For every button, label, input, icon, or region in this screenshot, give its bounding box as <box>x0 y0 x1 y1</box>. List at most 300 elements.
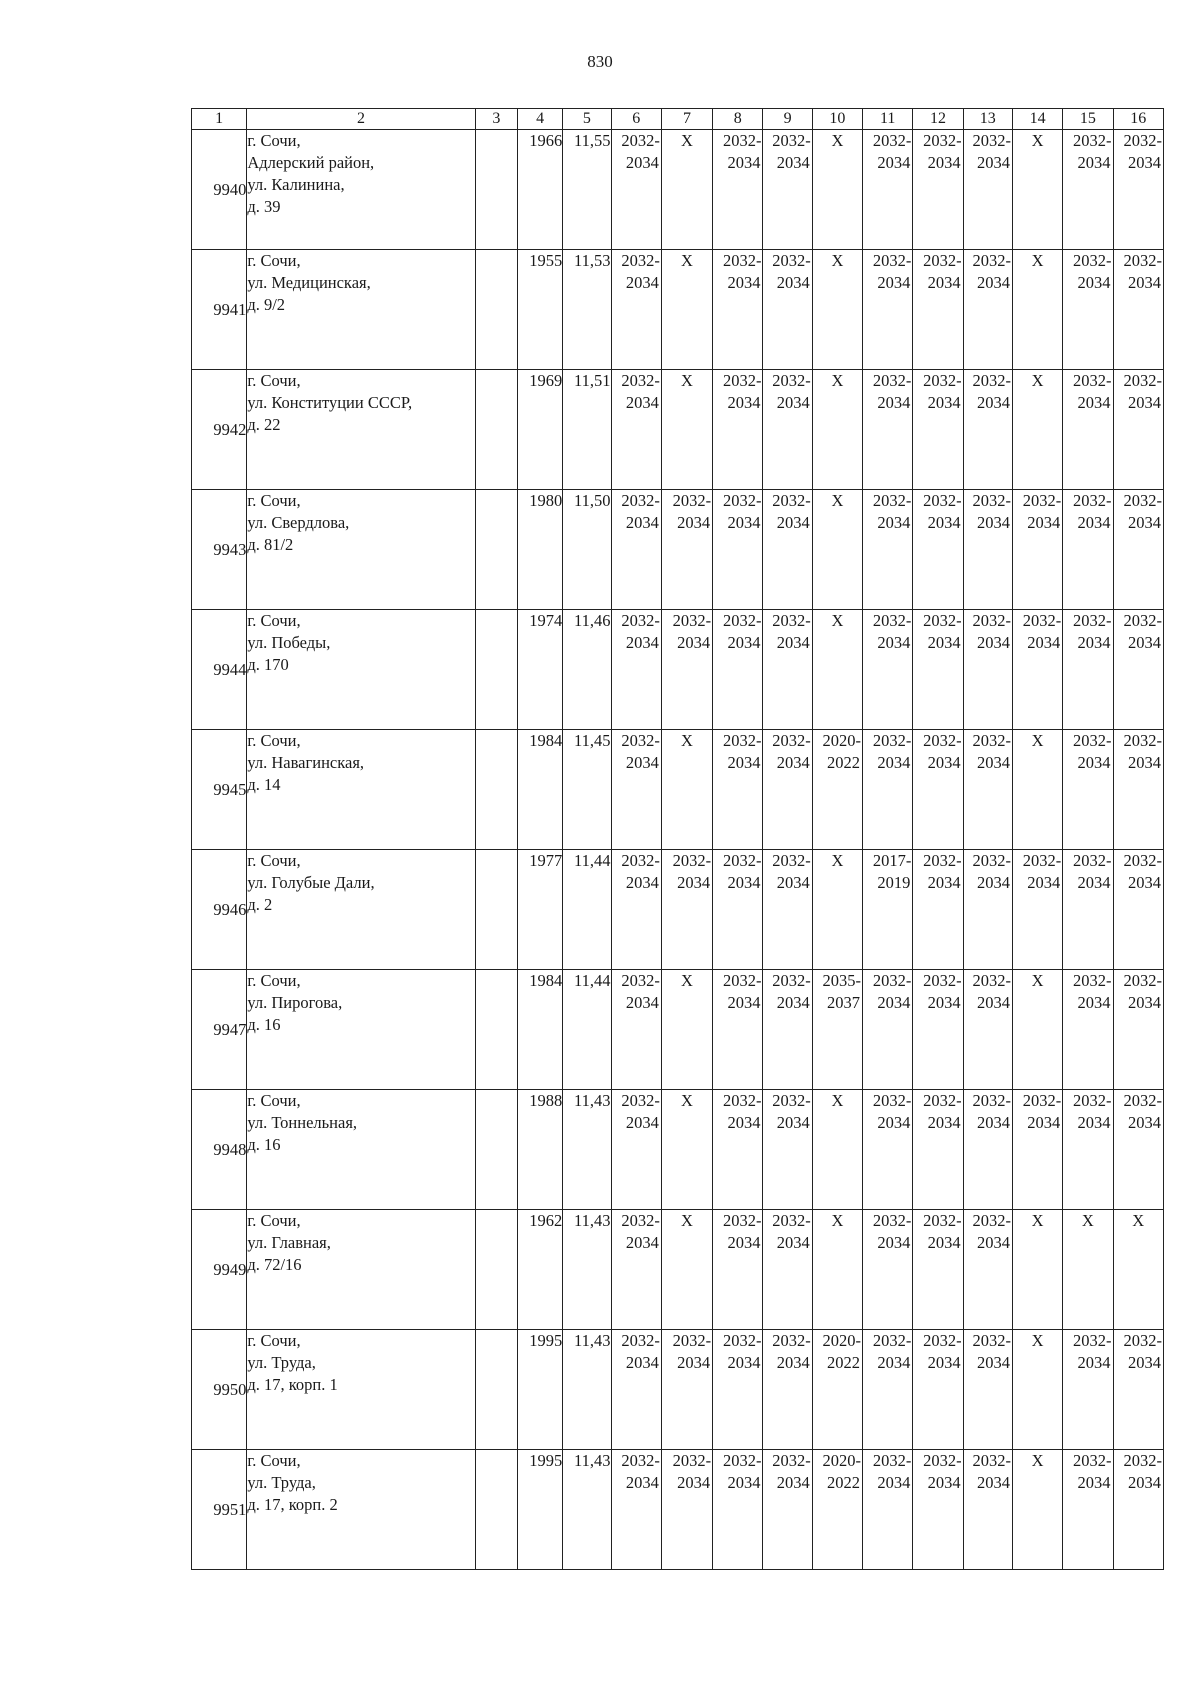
period-end: 2034 <box>625 1473 659 1492</box>
period-start: 2032- <box>972 851 1011 870</box>
period-end: 2034 <box>625 1113 659 1132</box>
period-cell <box>1063 490 1113 610</box>
table-row <box>192 1090 1164 1210</box>
not-applicable-mark: X <box>812 1210 862 1330</box>
column-number-header: 8 <box>713 109 763 130</box>
period-end: 2034 <box>677 873 711 892</box>
period-end: 2037 <box>827 993 861 1012</box>
period-start: 2032- <box>621 1451 660 1470</box>
period-cell <box>611 970 661 1090</box>
column-3-cell <box>475 130 517 250</box>
period-end: 2034 <box>677 1353 711 1372</box>
period-cell <box>913 370 963 490</box>
period-end: 2034 <box>1128 753 1161 772</box>
period-cell <box>963 370 1012 490</box>
period-start: 2032- <box>621 1091 660 1110</box>
period-end: 2034 <box>727 273 761 292</box>
period-start: 2032- <box>672 851 712 870</box>
address-cell <box>247 1450 475 1570</box>
period-start: 2032- <box>923 1451 962 1470</box>
value-cell: 11,53 <box>563 250 611 370</box>
period-start: 2032- <box>621 851 660 870</box>
period-cell <box>1063 130 1113 250</box>
period-end: 2034 <box>877 993 911 1012</box>
period-cell <box>963 1090 1012 1210</box>
period-end: 2034 <box>625 513 659 532</box>
not-applicable-mark: X <box>661 370 712 490</box>
table-row <box>192 1450 1164 1570</box>
period-cell <box>611 130 661 250</box>
period-start: 2032- <box>621 971 660 990</box>
period-start: 2032- <box>672 491 712 510</box>
period-cell <box>661 610 712 730</box>
period-cell <box>763 1450 812 1570</box>
column-number-row <box>192 109 1164 130</box>
row-number-cell: 9942 <box>192 370 247 490</box>
row-number-cell: 9946 <box>192 850 247 970</box>
not-applicable-mark: X <box>1113 1210 1163 1330</box>
period-start: 2032- <box>1022 491 1062 510</box>
period-end: 2034 <box>877 1473 911 1492</box>
period-start: 2032- <box>722 971 762 990</box>
period-start: 2032- <box>1073 851 1112 870</box>
period-end: 2034 <box>927 1113 961 1132</box>
period-start: 2032- <box>621 251 660 270</box>
period-cell <box>1063 250 1113 370</box>
period-cell <box>763 370 812 490</box>
not-applicable-mark: X <box>661 250 712 370</box>
period-cell <box>963 730 1012 850</box>
period-start: 2032- <box>722 1451 762 1470</box>
period-cell <box>763 250 812 370</box>
year-cell: 1966 <box>517 130 562 250</box>
period-end: 2034 <box>976 273 1010 292</box>
year-cell: 1995 <box>517 1330 562 1450</box>
period-start: 2032- <box>1073 251 1112 270</box>
row-number-cell: 9940 <box>192 130 247 250</box>
period-end: 2034 <box>625 993 659 1012</box>
period-end: 2034 <box>625 393 659 412</box>
address-line: г. Сочи, <box>247 971 301 990</box>
period-cell <box>1113 1330 1163 1450</box>
period-cell <box>1012 1090 1062 1210</box>
period-cell <box>1113 1450 1163 1570</box>
period-end: 2034 <box>927 1353 961 1372</box>
period-end: 2022 <box>827 1353 861 1372</box>
period-end: 2034 <box>727 633 761 652</box>
period-cell <box>713 370 763 490</box>
period-start: 2032- <box>923 131 962 150</box>
address-cell <box>247 610 475 730</box>
period-cell <box>963 490 1012 610</box>
period-cell <box>1113 730 1163 850</box>
not-applicable-mark: X <box>812 130 862 250</box>
period-start: 2032- <box>1123 251 1162 270</box>
period-start: 2032- <box>772 131 811 150</box>
period-start: 2032- <box>722 371 762 390</box>
period-end: 2034 <box>677 633 711 652</box>
period-cell <box>1113 850 1163 970</box>
year-cell: 1995 <box>517 1450 562 1570</box>
not-applicable-mark: X <box>812 610 862 730</box>
period-start: 2032- <box>722 731 762 750</box>
period-end: 2034 <box>776 273 810 292</box>
address-line: ул. Свердлова, <box>247 513 350 532</box>
column-number-header: 2 <box>247 109 475 130</box>
period-start: 2020- <box>822 1451 862 1470</box>
period-end: 2034 <box>1077 633 1111 652</box>
period-start: 2032- <box>972 971 1011 990</box>
address-line: д. 17, корп. 2 <box>247 1495 338 1514</box>
not-applicable-mark: X <box>1063 1210 1113 1330</box>
period-start: 2032- <box>672 611 712 630</box>
period-start: 2032- <box>1073 1331 1112 1350</box>
period-start: 2032- <box>972 251 1011 270</box>
period-end: 2034 <box>677 513 711 532</box>
period-cell <box>1063 1450 1113 1570</box>
period-cell <box>963 130 1012 250</box>
period-end: 2034 <box>927 513 961 532</box>
value-cell: 11,45 <box>563 730 611 850</box>
column-3-cell <box>475 1090 517 1210</box>
period-end: 2034 <box>877 753 911 772</box>
address-line: г. Сочи, <box>247 491 301 510</box>
row-number-cell: 9949 <box>192 1210 247 1330</box>
period-start: 2032- <box>722 1091 762 1110</box>
not-applicable-mark: X <box>661 730 712 850</box>
not-applicable-mark: X <box>1012 1210 1062 1330</box>
address-line: д. 22 <box>247 415 281 434</box>
address-line: ул. Труда, <box>247 1353 316 1372</box>
period-cell <box>611 250 661 370</box>
table-row <box>192 850 1164 970</box>
period-start: 2032- <box>1123 131 1162 150</box>
period-cell <box>913 1330 963 1450</box>
period-cell <box>713 730 763 850</box>
period-start: 2032- <box>923 251 962 270</box>
period-cell <box>1113 970 1163 1090</box>
address-cell <box>247 1330 475 1450</box>
period-cell <box>812 1450 862 1570</box>
address-line: г. Сочи, <box>247 131 301 150</box>
column-number-header: 14 <box>1012 109 1062 130</box>
value-cell: 11,43 <box>563 1450 611 1570</box>
period-end: 2034 <box>877 393 911 412</box>
period-end: 2034 <box>776 1473 810 1492</box>
not-applicable-mark: X <box>661 1210 712 1330</box>
period-end: 2034 <box>625 873 659 892</box>
column-number-header: 16 <box>1113 109 1163 130</box>
column-number-header: 15 <box>1063 109 1113 130</box>
period-end: 2034 <box>927 993 961 1012</box>
address-line: ул. Пирогова, <box>247 993 343 1012</box>
period-start: 2032- <box>1123 1091 1162 1110</box>
table-row <box>192 970 1164 1090</box>
column-number-header: 13 <box>963 109 1012 130</box>
period-start: 2032- <box>972 1091 1011 1110</box>
period-end: 2034 <box>727 1113 761 1132</box>
period-start: 2020- <box>822 731 862 750</box>
period-end: 2034 <box>976 633 1010 652</box>
address-cell <box>247 130 475 250</box>
table-body <box>192 130 1164 1570</box>
period-start: 2032- <box>1073 1091 1112 1110</box>
address-line: д. 2 <box>247 895 273 914</box>
period-cell <box>963 850 1012 970</box>
column-number-header: 3 <box>475 109 517 130</box>
column-number-header: 12 <box>913 109 963 130</box>
period-cell <box>913 970 963 1090</box>
address-line: г. Сочи, <box>247 371 301 390</box>
not-applicable-mark: X <box>661 1090 712 1210</box>
column-number-header: 4 <box>517 109 562 130</box>
column-number-header: 10 <box>812 109 862 130</box>
period-cell <box>611 850 661 970</box>
period-end: 2034 <box>976 753 1010 772</box>
period-cell <box>713 1330 763 1450</box>
period-end: 2034 <box>927 633 961 652</box>
period-end: 2034 <box>727 1353 761 1372</box>
period-start: 2032- <box>621 1331 660 1350</box>
period-end: 2034 <box>1077 1473 1111 1492</box>
table-row <box>192 490 1164 610</box>
value-cell: 11,50 <box>563 490 611 610</box>
period-cell <box>713 970 763 1090</box>
period-end: 2034 <box>927 1473 961 1492</box>
table-row <box>192 730 1164 850</box>
address-line: ул. Калинина, <box>247 175 345 194</box>
period-cell <box>812 730 862 850</box>
period-start: 2032- <box>621 731 660 750</box>
address-line: г. Сочи, <box>247 851 301 870</box>
period-cell <box>763 1330 812 1450</box>
period-end: 2034 <box>727 993 761 1012</box>
period-start: 2032- <box>722 491 762 510</box>
period-start: 2032- <box>1123 491 1162 510</box>
year-cell: 1974 <box>517 610 562 730</box>
period-cell <box>763 1090 812 1210</box>
period-cell <box>1012 850 1062 970</box>
table-row <box>192 130 1164 250</box>
year-cell: 1988 <box>517 1090 562 1210</box>
table-row <box>192 1330 1164 1450</box>
period-start: 2032- <box>972 491 1011 510</box>
period-end: 2034 <box>1128 873 1161 892</box>
period-cell <box>713 250 763 370</box>
period-start: 2032- <box>923 611 962 630</box>
period-cell <box>863 1090 913 1210</box>
period-cell <box>611 1330 661 1450</box>
period-end: 2034 <box>625 1233 659 1252</box>
period-cell <box>812 970 862 1090</box>
period-end: 2022 <box>827 753 861 772</box>
period-start: 2032- <box>621 371 660 390</box>
period-cell <box>913 1090 963 1210</box>
not-applicable-mark: X <box>1012 730 1062 850</box>
period-cell <box>1113 130 1163 250</box>
column-number-header: 5 <box>563 109 611 130</box>
period-cell <box>913 1210 963 1330</box>
address-line: ул. Конституции СССР, <box>247 393 413 412</box>
address-line: ул. Голубые Дали, <box>247 873 375 892</box>
period-start: 2032- <box>1073 611 1112 630</box>
address-line: д. 170 <box>247 655 289 674</box>
value-cell: 11,55 <box>563 130 611 250</box>
address-line: г. Сочи, <box>247 1331 301 1350</box>
period-cell <box>913 850 963 970</box>
period-end: 2034 <box>1077 873 1111 892</box>
column-3-cell <box>475 1450 517 1570</box>
period-start: 2032- <box>1073 1451 1112 1470</box>
period-start: 2032- <box>1123 1451 1162 1470</box>
period-cell <box>763 850 812 970</box>
row-number-cell: 9944 <box>192 610 247 730</box>
row-number-cell: 9948 <box>192 1090 247 1210</box>
period-cell <box>661 490 712 610</box>
period-end: 2034 <box>727 873 761 892</box>
address-cell <box>247 1210 475 1330</box>
column-3-cell <box>475 1210 517 1330</box>
address-line: д. 17, корп. 1 <box>247 1375 338 1394</box>
period-start: 2032- <box>772 251 811 270</box>
period-end: 2034 <box>1027 513 1061 532</box>
period-cell <box>1113 490 1163 610</box>
period-start: 2032- <box>772 731 811 750</box>
period-start: 2032- <box>672 1451 712 1470</box>
address-line: Адлерский район, <box>247 153 375 172</box>
period-start: 2032- <box>1123 1331 1162 1350</box>
period-start: 2032- <box>1022 851 1062 870</box>
not-applicable-mark: X <box>1012 1330 1062 1450</box>
not-applicable-mark: X <box>661 130 712 250</box>
period-cell <box>863 1210 913 1330</box>
not-applicable-mark: X <box>1012 1450 1062 1570</box>
period-start: 2032- <box>872 1211 912 1230</box>
period-end: 2034 <box>776 1233 810 1252</box>
period-cell <box>1063 610 1113 730</box>
address-line: д. 16 <box>247 1015 281 1034</box>
address-line: г. Сочи, <box>247 1091 301 1110</box>
period-cell <box>1113 610 1163 730</box>
period-start: 2032- <box>772 491 811 510</box>
period-end: 2034 <box>677 1473 711 1492</box>
year-cell: 1962 <box>517 1210 562 1330</box>
value-cell: 11,43 <box>563 1330 611 1450</box>
period-start: 2032- <box>772 1211 811 1230</box>
address-line: г. Сочи, <box>247 611 301 630</box>
period-start: 2032- <box>972 131 1011 150</box>
period-cell <box>863 970 913 1090</box>
period-cell <box>1012 610 1062 730</box>
period-end: 2034 <box>927 273 961 292</box>
address-line: г. Сочи, <box>247 251 301 270</box>
not-applicable-mark: X <box>1012 370 1062 490</box>
period-end: 2034 <box>877 153 911 172</box>
not-applicable-mark: X <box>812 850 862 970</box>
period-cell <box>963 970 1012 1090</box>
row-number-cell: 9947 <box>192 970 247 1090</box>
period-cell <box>863 1450 913 1570</box>
period-start: 2032- <box>722 131 762 150</box>
period-cell <box>913 490 963 610</box>
period-start: 2032- <box>1123 611 1162 630</box>
period-end: 2019 <box>877 873 911 892</box>
period-cell <box>661 1450 712 1570</box>
address-cell <box>247 1090 475 1210</box>
column-number-header: 7 <box>661 109 712 130</box>
period-end: 2034 <box>776 993 810 1012</box>
period-cell <box>1113 370 1163 490</box>
address-line: г. Сочи, <box>247 1211 301 1230</box>
table-row <box>192 1210 1164 1330</box>
period-cell <box>863 130 913 250</box>
housing-register-table <box>191 108 1164 1570</box>
period-start: 2032- <box>1073 131 1112 150</box>
period-start: 2032- <box>1123 971 1162 990</box>
period-start: 2032- <box>621 491 660 510</box>
year-cell: 1980 <box>517 490 562 610</box>
period-start: 2032- <box>722 851 762 870</box>
address-cell <box>247 970 475 1090</box>
period-end: 2034 <box>727 513 761 532</box>
period-cell <box>1113 250 1163 370</box>
value-cell: 11,43 <box>563 1090 611 1210</box>
period-start: 2032- <box>872 731 912 750</box>
period-cell <box>713 130 763 250</box>
period-end: 2034 <box>1077 273 1111 292</box>
period-end: 2022 <box>827 1473 861 1492</box>
period-start: 2032- <box>1123 731 1162 750</box>
period-end: 2034 <box>927 393 961 412</box>
period-cell <box>1063 370 1113 490</box>
year-cell: 1984 <box>517 730 562 850</box>
period-cell <box>913 610 963 730</box>
period-end: 2034 <box>1077 1353 1111 1372</box>
period-cell <box>963 610 1012 730</box>
period-cell <box>863 730 913 850</box>
period-start: 2032- <box>923 971 962 990</box>
period-start: 2032- <box>772 1091 811 1110</box>
period-cell <box>763 730 812 850</box>
column-3-cell <box>475 970 517 1090</box>
period-start: 2032- <box>923 371 962 390</box>
period-cell <box>863 250 913 370</box>
period-cell <box>611 1090 661 1210</box>
not-applicable-mark: X <box>812 490 862 610</box>
period-end: 2034 <box>927 1233 961 1252</box>
period-cell <box>1063 850 1113 970</box>
period-start: 2032- <box>621 131 660 150</box>
period-start: 2032- <box>872 971 912 990</box>
period-start: 2032- <box>872 251 912 270</box>
period-end: 2034 <box>976 393 1010 412</box>
period-end: 2034 <box>625 1353 659 1372</box>
period-end: 2034 <box>625 153 659 172</box>
row-number-cell: 9945 <box>192 730 247 850</box>
period-end: 2034 <box>1128 1113 1161 1132</box>
period-start: 2032- <box>872 491 912 510</box>
period-end: 2034 <box>976 513 1010 532</box>
address-cell <box>247 850 475 970</box>
period-start: 2032- <box>972 611 1011 630</box>
period-start: 2032- <box>972 371 1011 390</box>
year-cell: 1955 <box>517 250 562 370</box>
period-start: 2020- <box>822 1331 862 1350</box>
period-end: 2034 <box>1128 153 1161 172</box>
period-cell <box>963 1210 1012 1330</box>
not-applicable-mark: X <box>1012 250 1062 370</box>
period-end: 2034 <box>1128 393 1161 412</box>
